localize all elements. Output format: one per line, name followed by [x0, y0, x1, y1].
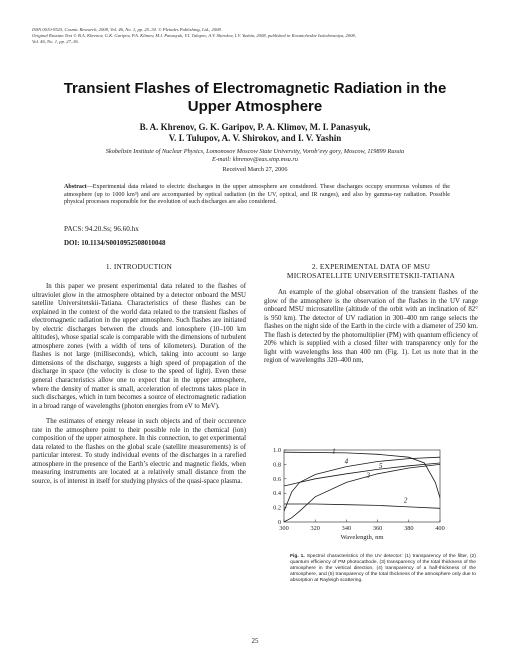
journal-header — [32, 27, 472, 45]
journal-header-line3: Vol. 46, No. 1, pp. 27–36. — [32, 39, 79, 44]
x-tick-label: 320 — [310, 525, 320, 532]
y-tick-label: 0.4 — [273, 490, 281, 498]
paper-title: Transient Flashes of Electromagnetic Radiation in the Upper Atmosphere — [63, 80, 447, 115]
y-tick-label: 0.8 — [273, 461, 281, 469]
figure-caption — [290, 554, 476, 584]
affiliation: Skobeltsin Institute of Nuclear Physics, Lomonosov Moscow State University, Vorob’evy gory, Moscow, 119899 Russia — [105, 148, 405, 155]
x-axis-label: Wavelength, nm — [340, 534, 384, 541]
figure-caption-text: Spectral characteristics of the UV detector: (1) transparency of the filter, (2) quantum efficiency of PM photocathode, (3) transparency of the total thickness of the atmosphere in the vertical direction, (4) transparency of a half-thickness of the atmosphere, and (5) transparency of the total thickness of the atmosphere only due to absorption at Rayleigh scattering. — [290, 554, 476, 584]
section2-heading — [264, 262, 478, 280]
series-label-5: 5 — [378, 462, 383, 470]
doi: DOI: 10.1134/S0010952508010048 — [64, 239, 166, 247]
email: E-mail: khrenov@eas.sinp.msu.ru — [211, 156, 298, 163]
abstract — [64, 184, 450, 207]
figure-1 — [264, 444, 478, 548]
x-tick-label: 340 — [341, 525, 352, 532]
figure-caption-label: Fig. 1. — [290, 554, 305, 559]
section1-paragraph1: In this paper we present experimental data related to the flashes of ultraviolet glow in the atmosphere obtained by a detector onboard the MSU satellite Universitetskii-Tatiana. Characteristics of these flashes can be explained in the context of the world data related to the transient flashes of electromagnetic radiation in the upper atmosphere. Such flashes are initiated by electric discharges between the clouds and ionosphere (10–100 km altitudes), whose spatial scale is comparable with the dimensions of turbulent atmosphere zones (with a width of tens of kilometers). Duration of the flashes is not large (milliseconds), which, taking into account so large dimensions of the discharge, suggests a high speed of propagation of the discharge in space (the velocity is close to the speed of light). Even these general characteristics allow one to expect that in the upper atmosphere, where the density of matter is small, acceleration of electrons takes place in such discharges, which in turn becomes a source of electromagnetic radiation in a broad range of wavelengths (photon energies from eV to MeV). — [32, 283, 246, 410]
y-tick-label: 1.0 — [273, 447, 281, 454]
spectral-chart — [264, 444, 478, 548]
section2-heading-line2: MICROSATELLITE UNIVERSITETSKII-TATIANA — [286, 271, 456, 280]
series-label-4: 4 — [344, 457, 349, 466]
x-tick-label: 400 — [435, 525, 445, 532]
left-column — [32, 262, 246, 494]
series-label-2: 2 — [403, 496, 408, 505]
section1-paragraph2: The estimates of energy release in such objects and of their occurence rate in the atmosphere point to their possible role in the chemical (ion) composition of the upper atmosphere. In this connection, to get experimental data related to the flashes on the global scale (satellite measurements) is of particular interest. To study individual events of the discharges in a rarefied atmosphere in the presence of the Earth’s electric and magnetic fields, when measuring instruments are located at a relatively small distance from the source, is of interest in itself for studying physics of the quasi-space plasma. — [32, 418, 246, 486]
chart-series — [284, 452, 456, 522]
series-label-1: 1 — [332, 447, 336, 456]
journal-header-line2: Original Russian Text © B.A. Khrenov, G.K. Garipov, P.A. Klimov, M.I. Panasyuk, V.I. Tulupov, A.V. Shirokov, I.V. Yashin, 2008, published in Kosmicheskie Issledovaniya, 2008, — [32, 33, 356, 38]
y-tick-label: 0.2 — [273, 504, 281, 512]
series-label-3: 3 — [366, 471, 370, 480]
x-tick-label: 360 — [372, 525, 383, 532]
authors-line2: V. I. Tulupov, A. V. Shirokov, and I. V. Yashin — [168, 133, 342, 143]
abstract-label: Abstract — [64, 184, 87, 190]
journal-header-line1: ISSN 0010-9525, Cosmic Research, 2008, Vol. 46, No. 1, pp. 25–34. © Pleiades Publishing, Ltd., 2008. — [32, 27, 222, 32]
x-tick-label: 380 — [404, 525, 414, 532]
right-column — [264, 262, 478, 373]
section1-heading: 1. INTRODUCTION — [105, 262, 173, 271]
abstract-text: —Experimental data related to electric discharges in the upper atmosphere are considered. These discharges occupy enormous volumes of the atmosphere (up to 1000 km³) and are accompanied by optical radiation (in the UV, optical, and IR ranges), and also by gamma-ray radiation. Possible physical processes responsible for the evolution of such discharges are also considered. — [64, 184, 450, 206]
affiliation-block — [20, 148, 490, 164]
series-line-4 — [284, 457, 456, 512]
authors-line1: B. A. Khrenov, G. K. Garipov, P. A. Klimov, M. I. Panasyuk, — [139, 122, 371, 132]
series-line-2 — [284, 504, 456, 509]
page-number: 25 — [251, 637, 259, 645]
received-date: Received March 27, 2006 — [222, 166, 288, 173]
section2-heading-line1: 2. EXPERIMENTAL DATA OF MSU — [311, 262, 431, 271]
x-tick-label: 300 — [279, 525, 289, 532]
y-tick-label: 0.6 — [273, 475, 281, 483]
authors — [40, 122, 470, 144]
plot-frame — [284, 447, 440, 522]
y-tick-label: 0 — [277, 519, 281, 526]
pacs: PACS: 94.20.Ss; 96.60.hx — [64, 225, 139, 233]
section2-paragraph1: An example of the global observation of the transient flashes of the glow of the atmosphere is the observation of the flashes in the UV range onboard MSU microsatellite (altitude of the orbit with an inclination of 82° is 950 km). The detector of UV radiation in 300–400 nm range selects the flashes on the night side of the Earth in the circle with a diameter of 250 km. The flash is detected by the photomultiplier (PM) with quantum efficiency of 20% which is supplied with a closed filter with transparency only for the light with wavelengths less than 400 nm (Fig. 1). Let us note that in the region of wavelengths 320–400 nm, — [264, 289, 478, 365]
